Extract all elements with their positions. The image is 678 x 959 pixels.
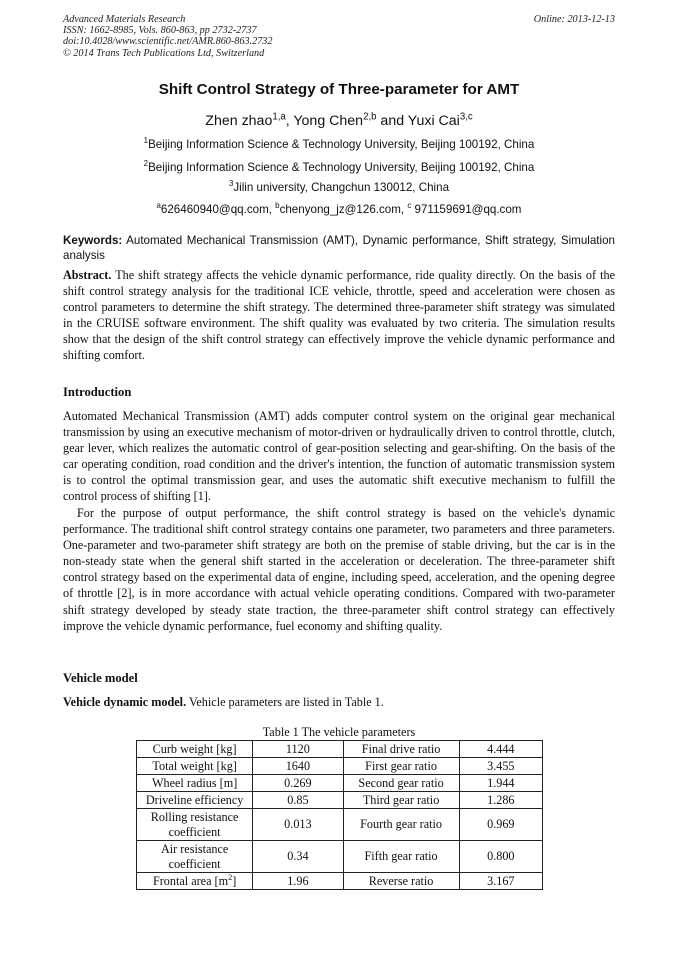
affiliation-sup: 1	[143, 136, 149, 146]
table-cell: 1.944	[459, 775, 542, 792]
abstract-text: The shift strategy affects the vehicle dynamic performance, ride quality directly. On the basis of the shift control strategy analysis for the traditional ICE vehicle, throttle, speed and acceleration were chosen as control parameters to determine the shift strategy. The determined three-parameter shift strategy was simulated in the CRUISE software environment. The shift quality was evaluated by two criteria. The simulation results show that the design of the shift control strategy can effectively improve the vehicle dynamic performance and shifting comfort.	[63, 268, 615, 363]
email-line	[0, 203, 678, 216]
author-sup: 1,a	[272, 111, 286, 123]
affiliation-text: Jilin university, Changchun 130012, China	[233, 181, 450, 194]
doi-line: doi:10.4028/www.scientific.net/AMR.860-863.2732	[63, 36, 273, 48]
table-cell: 0.269	[253, 775, 343, 792]
email-sup: b	[275, 201, 280, 211]
table-row	[137, 841, 543, 873]
table-cell: Fifth gear ratio	[343, 841, 459, 873]
subsection-label: Vehicle dynamic model.	[63, 695, 187, 709]
author-name: and Yuxi Cai	[376, 113, 460, 129]
email-b: chenyong_jz@126.com,	[279, 203, 408, 216]
affiliation-1	[0, 138, 678, 151]
table-cell: First gear ratio	[343, 758, 459, 775]
author-sup: 2,b	[363, 111, 377, 123]
table-row	[137, 873, 543, 890]
vehicle-dynamic-model	[63, 694, 615, 710]
table-cell: Curb weight [kg]	[137, 741, 253, 758]
affiliation-2	[0, 161, 678, 174]
intro-paragraph-2: For the purpose of output performance, the shift control strategy is based on the vehicle's dynamic performance. The traditional shift control strategy contains one parameter, two parameters and three parameters. One-parameter and two-parameter shift strategy are both on the premise of stable driving, but the car is in the non-steady state when the general shift started in the acceleration or deceleration. The three-parameter shift control strategy based on the experimental data of engine, including speed, acceleration, and the opening degree of throttle [2], is in more accordance with actual vehicle operating conditions. Compared with two-parameter shift strategy developed by steady state traction, the three-parameter shift control strategy can effectively improve the vehicle dynamic performance, fuel economy and shifting quality.	[63, 506, 615, 633]
table-cell	[137, 873, 253, 890]
intro-paragraph-1: Automated Mechanical Transmission (AMT) adds computer control system on the original gear mechanical transmission by using an executive mechanism of motor-driven or hydraulically driven to control throttle, clutch, gear lever, which realizes the automatic control of gear-position selecting and gear-shifting. On the basis of the car operating condition, road condition and the driver's intention, the function of automatic transmission system is to control the optimal transmission gear, and uses the automatic shift executive mechanism to fulfill the control process of shifting [1].	[63, 409, 615, 504]
email-a: 626460940@qq.com,	[160, 203, 276, 216]
author-name: , Yong Chen	[285, 113, 364, 129]
author-sup: 3,c	[459, 111, 473, 123]
keywords	[63, 233, 615, 263]
table-row	[137, 741, 543, 758]
table-cell: Reverse ratio	[343, 873, 459, 890]
table-cell: Third gear ratio	[343, 792, 459, 809]
table-cell: Fourth gear ratio	[343, 809, 459, 841]
online-date: Online: 2013-12-13	[533, 14, 615, 25]
issn-line: ISSN: 1662-8985, Vols. 860-863, pp 2732-2737	[63, 25, 257, 37]
table-cell: 1120	[253, 741, 343, 758]
table-cell: Rolling resistance coefficient	[137, 809, 253, 841]
affiliation-sup: 2	[143, 159, 149, 169]
table-cell: 1.286	[459, 792, 542, 809]
copyright-line: © 2014 Trans Tech Publications Ltd, Switzerland	[63, 47, 265, 59]
table-caption: Table 1 The vehicle parameters	[262, 725, 416, 739]
author-line	[0, 113, 678, 129]
table-cell: Air resistance coefficient	[137, 841, 253, 873]
keywords-text: Automated Mechanical Transmission (AMT), Dynamic performance, Shift strategy, Simulation analysis	[63, 234, 615, 262]
journal-name: Advanced Materials Research	[63, 14, 186, 25]
affiliation-text: Beijing Information Science & Technology University, Beijing 100192, China	[148, 161, 535, 174]
affiliation-text: Beijing Information Science & Technology University, Beijing 100192, China	[148, 138, 535, 151]
table-cell: Wheel radius [m]	[137, 775, 253, 792]
keywords-label: Keywords:	[63, 234, 123, 247]
email-sup: a	[156, 201, 161, 211]
table-cell: 0.969	[459, 809, 542, 841]
table-cell: 1640	[253, 758, 343, 775]
table-row	[137, 775, 543, 792]
section-heading-vehicle-model: Vehicle model	[63, 671, 138, 685]
table-cell: Driveline efficiency	[137, 792, 253, 809]
table-cell: Second gear ratio	[343, 775, 459, 792]
subsection-text: Vehicle parameters are listed in Table 1.	[186, 695, 384, 709]
table-cell: 1.96	[253, 873, 343, 890]
table-cell: 0.85	[253, 792, 343, 809]
table-cell: 0.800	[459, 841, 542, 873]
affiliation-3	[0, 181, 678, 194]
table-cell: Total weight [kg]	[137, 758, 253, 775]
table-row	[137, 792, 543, 809]
frontal-area-label: Frontal area [m	[152, 873, 229, 888]
journal-header	[63, 14, 615, 59]
table-row	[137, 758, 543, 775]
table-cell: 3.455	[459, 758, 542, 775]
bracket-close: ]	[232, 873, 237, 888]
author-name: Zhen zhao	[205, 113, 273, 129]
paper-title: Shift Control Strategy of Three-parameter for AMT	[158, 81, 520, 98]
abstract	[63, 267, 615, 364]
table-cell: 3.167	[459, 873, 542, 890]
table-cell: 0.013	[253, 809, 343, 841]
email-c: 971159691@qq.com	[411, 203, 522, 216]
table-cell: 4.444	[459, 741, 542, 758]
table-row	[137, 809, 543, 841]
abstract-label: Abstract.	[63, 268, 112, 282]
unit-sup: 2	[228, 872, 233, 882]
email-sup: c	[407, 201, 412, 211]
table-cell: 0.34	[253, 841, 343, 873]
table-cell: Final drive ratio	[343, 741, 459, 758]
affiliation-sup: 3	[228, 179, 234, 189]
section-heading-introduction: Introduction	[63, 385, 132, 399]
vehicle-parameters-table	[136, 740, 543, 890]
